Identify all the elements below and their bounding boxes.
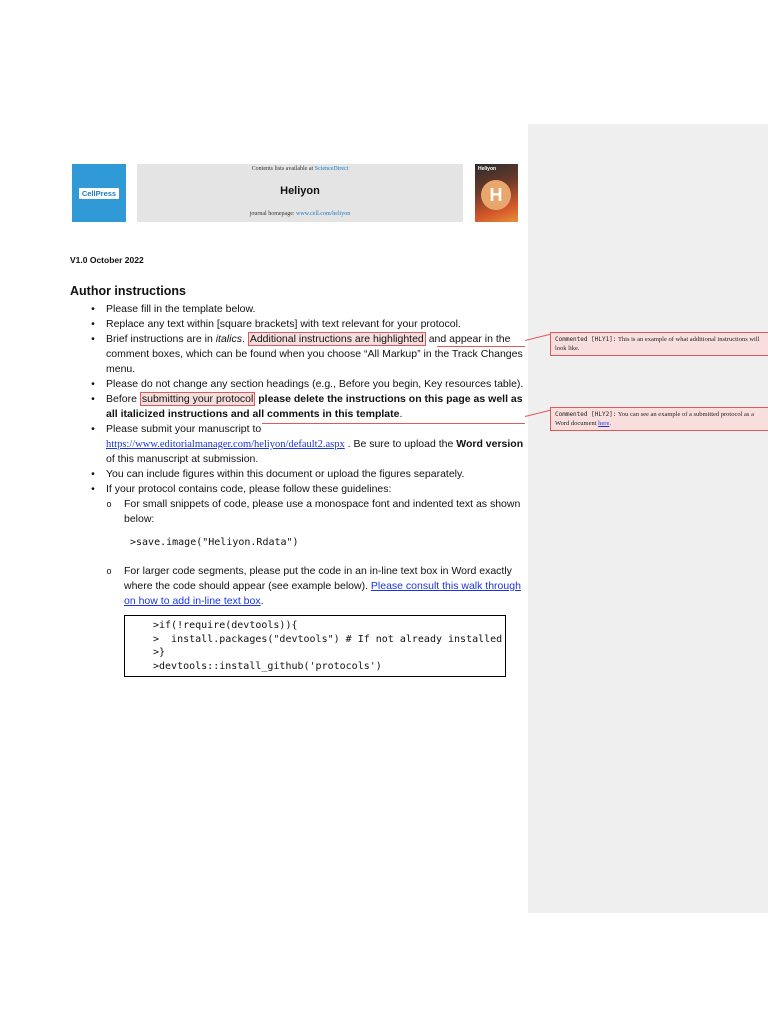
- bullet-icon: •: [91, 303, 95, 315]
- comment-here-link[interactable]: here: [598, 420, 610, 427]
- textbox-walkthrough-link[interactable]: Please consult this walk through on how to add in-line text box: [124, 580, 521, 607]
- instruction-list: [88, 302, 528, 677]
- journal-title: Heliyon: [280, 185, 320, 197]
- cellpress-logo: [72, 164, 126, 222]
- comment-connector: [262, 423, 525, 424]
- contents-line: [137, 166, 463, 172]
- list-item: • If your protocol contains code, please follow these guidelines:: [88, 482, 528, 497]
- comment-pane: [528, 124, 768, 913]
- homepage-link[interactable]: www.cell.com/heliyon: [296, 211, 351, 217]
- homepage-line: [137, 211, 463, 217]
- homepage-prefix: journal homepage:: [249, 211, 295, 217]
- bullet-icon: •: [91, 333, 95, 345]
- bullet-icon: •: [91, 483, 95, 495]
- sub-list-item: o For larger code segments, please put the code in an in-line text box in Word exactly where the code should appear (see example below). Please consult this walk through on how to add in-line text box.: [88, 564, 528, 609]
- comment-box[interactable]: Commented [HLY2]: You can see an example of a submitted protocol as a Word document here.: [550, 407, 768, 431]
- section-heading: Author instructions: [70, 284, 186, 298]
- contents-prefix: Contents lists available at: [251, 166, 314, 172]
- comment-highlight[interactable]: submitting your protocol: [141, 393, 254, 405]
- journal-banner: [137, 164, 463, 222]
- list-item: • Please do not change any section headings (e.g., Before you begin, Key resources table).: [88, 377, 528, 392]
- cellpress-logo-text: CellPress: [79, 188, 119, 199]
- list-item: • You can include figures within this document or upload the figures separately.: [88, 467, 528, 482]
- bullet-icon: •: [91, 318, 95, 330]
- comment-connector: [437, 346, 525, 347]
- bullet-icon: •: [91, 393, 95, 405]
- editorial-manager-link[interactable]: https://www.editorialmanager.com/heliyon/default2.aspx: [106, 439, 345, 450]
- list-item: • Before submitting your protocol please delete the instructions on this page as well as all italicized instructions and all comments in this template.: [88, 392, 528, 422]
- journal-cover-image: [475, 164, 518, 222]
- bullet-icon: •: [91, 378, 95, 390]
- version-label: V1.0 October 2022: [70, 255, 144, 265]
- comment-box[interactable]: Commented [HLY1]: This is an example of what additional instructions will look like.: [550, 332, 768, 356]
- circle-bullet-icon: o: [106, 566, 112, 576]
- circle-bullet-icon: o: [106, 499, 112, 509]
- cover-logo-icon: H: [481, 180, 511, 210]
- code-text-box: >if(!require(devtools)){ > install.packages("devtools") # If not already installed >} >devtools::install_github('protocols'): [124, 615, 506, 677]
- cover-title: Heliyon: [478, 166, 497, 172]
- list-item: • Brief instructions are in italics. Additional instructions are highlighted and appear in the comment boxes, which can be found when you choose “All Markup” in the Track Changes menu.: [88, 332, 528, 377]
- list-item: • Replace any text within [square brackets] with text relevant for your protocol.: [88, 317, 528, 332]
- list-item: • Please submit your manuscript to https://www.editorialmanager.com/heliyon/default2.aspx . Be sure to upload the Word version of this manuscript at submission.: [88, 422, 528, 467]
- list-item: • Please fill in the template below.: [88, 302, 528, 317]
- sciencedirect-link[interactable]: ScienceDirect: [314, 166, 349, 172]
- comment-highlight[interactable]: Additional instructions are highlighted: [249, 333, 424, 345]
- sub-list-item: o For small snippets of code, please use a monospace font and indented text as shown below:: [88, 497, 528, 527]
- bullet-icon: •: [91, 468, 95, 480]
- inline-code-snippet: >save.image("Heliyon.Rdata"): [130, 537, 299, 548]
- bullet-icon: •: [91, 423, 95, 435]
